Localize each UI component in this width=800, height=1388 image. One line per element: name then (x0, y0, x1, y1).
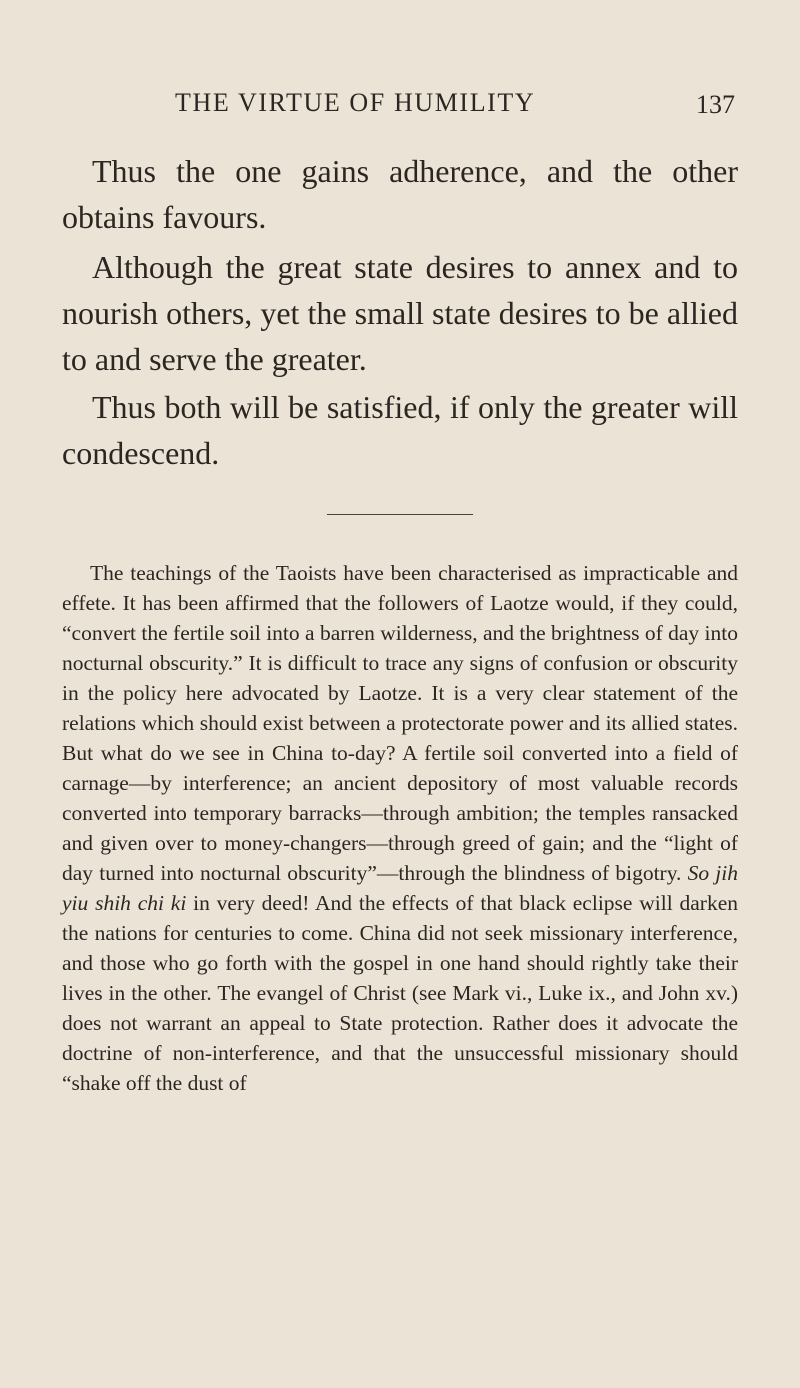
running-head (175, 88, 735, 124)
commentary-text-part-2: in very deed! And the effects of that black eclipse will darken the nations for centuries to come. China did not seek missionary interference, and those who go forth with the gospel in one hand should rightly take their lives in the other. The evangel of Christ (see Mark vi., Luke ix., and John xv.) does not warrant an appeal to State protection. Rather does it advocate the doctrine of non-interference, and that the unsuccessful missionary should “shake off the dust of (62, 891, 739, 1095)
verse-paragraph-2: Although the great state desires to annex and to nourish others, yet the small state desires to be allied to and serve the greater. (62, 249, 738, 377)
verse-paragraph-1: Thus the one gains adherence, and the other obtains favours. (62, 153, 738, 235)
verse-paragraph-3: Thus both will be satisfied, if only the greater will condescend. (62, 389, 738, 471)
section-divider (327, 514, 473, 515)
commentary-paragraph (62, 558, 738, 1098)
commentary-italic-phrase: So jih yiu shih chi ki (62, 861, 738, 915)
running-head-title: THE VIRTUE OF HUMILITY (175, 88, 536, 117)
page-number: 137 (696, 90, 735, 119)
commentary-text-part-1: The teachings of the Taoists have been characterised as impracticable and effete. It has been affirmed that the followers of Laotze would, if they could, “convert the fertile soil into a barren wilderness, and the brightness of day into nocturnal obscurity.” It is difficult to trace any signs of confusion or obscurity in the policy here advocated by Laotze. It is a very clear statement of the relations which should exist between a protectorate power and its allied states. But what do we see in China to-day? A fertile soil converted into a field of carnage—by interference; an ancient depository of most valuable records converted into temporary barracks—through ambition; the temples ransacked and given over to money-changers—through greed of gain; and the “light of day turned into nocturnal obscurity”—through the blindness of bigotry. (62, 561, 738, 885)
